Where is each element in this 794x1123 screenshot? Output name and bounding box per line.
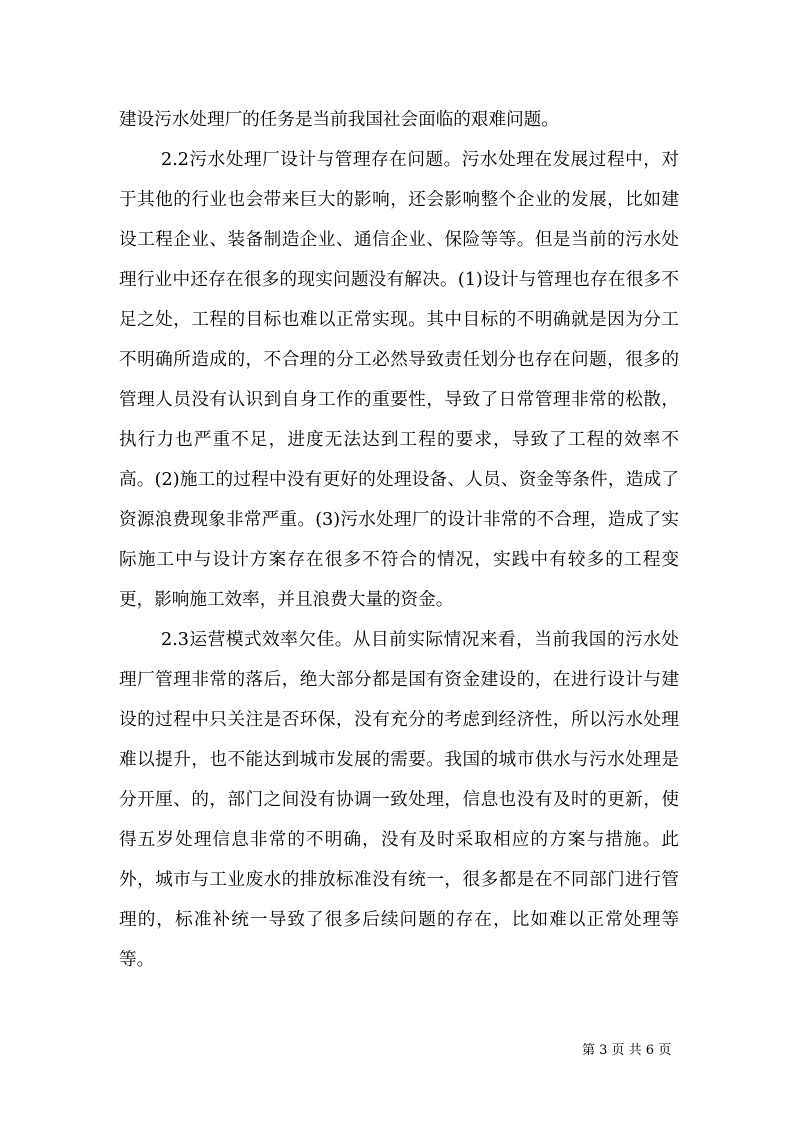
page-number-footer: 第 3 页 共 6 页 xyxy=(582,1043,672,1058)
paragraph-section-2-3: 2.3运营模式效率欠佳。从目前实际情况来看，当前我国的污水处理厂管理非常的落后，绝大部分都是国有资金建设的，在进行设计与建设的过程中只关注是否环保，没有充分的考虑到经济性，所以污水处理难以提升，也不能达到城市发展的需要。我国的城市供水与污水处理是分开厘、的，部门之间没有协调一致处理，信息也没有及时的更新，使得五岁处理信息非常的不明确，没有及时采取相应的方案与措施。此外，城市与工业废水的排放标准没有统一，很多都是在不同部门进行管理的，标准补统一导致了很多后续问题的存在，比如难以正常处理等等。 xyxy=(119,630,679,970)
paragraph-continuation: 建设污水处理厂的任务是当前我国社会面临的艰难问题。 xyxy=(119,110,559,130)
paragraph-section-2-2: 2.2污水处理厂设计与管理存在问题。污水处理在发展过程中，对于其他的行业也会带来巨大的影响，还会影响整个企业的发展，比如建设工程企业、装备制造企业、通信企业、保险等等。但是当前的污水处理行业中还存在很多的现实问题没有解决。(1)设计与管理也存在很多不足之处，工程的目标也难以正常实现。其中目标的不明确就是因为分工不明确所造成的，不合理的分工必然导致责任划分也存在问题，很多的管理人员没有认识到自身工作的重要性，导致了日常管理非常的松散，执行力也严重不足，进度无法达到工程的要求，导致了工程的效率不高。(2)施工的过程中没有更好的处理设备、人员、资金等条件，造成了资源浪费现象非常严重。(3)污水处理厂的设计非常的不合理，造成了实际施工中与设计方案存在很多不符合的情况，实践中有较多的工程变更，影响施工效率，并且浪费大量的资金。 xyxy=(119,150,679,610)
document-body xyxy=(119,100,679,980)
